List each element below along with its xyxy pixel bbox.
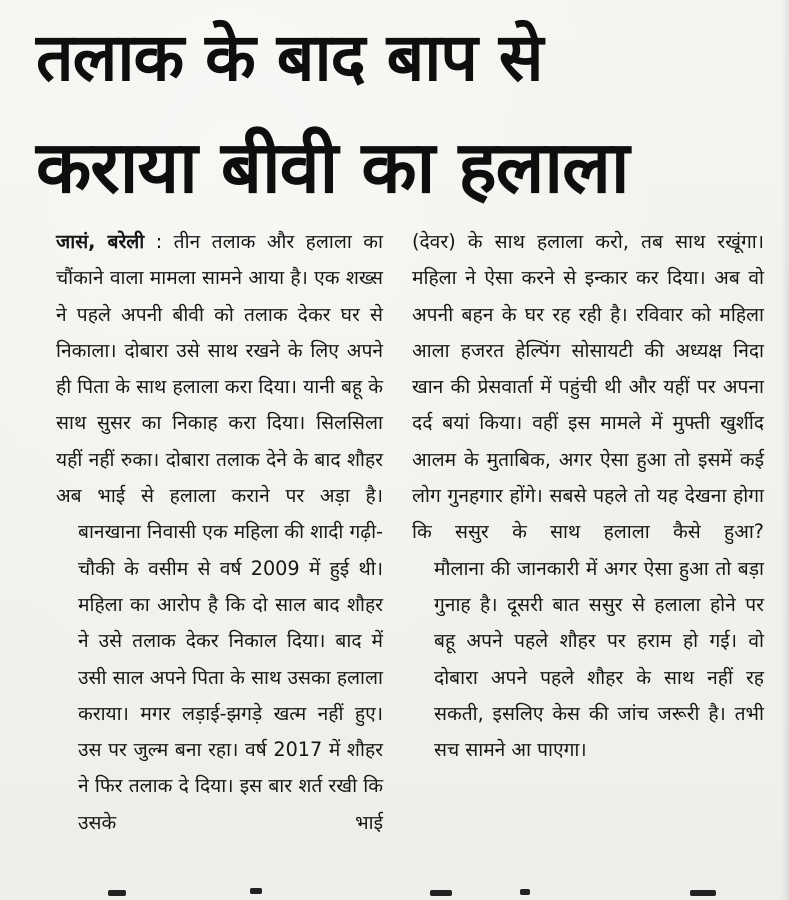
page-shadow-edge [781,0,789,900]
lead-text: : तीन तलाक और हलाला का चौंकाने वाला मामला सामने आया है। एक शख्स ने पहले अपनी बीवी को तलाक देकर घर से निकाला। दोबारा उसे साथ रखने के लिए अपने ही पिता के साथ हलाला करा दिया। यानी बहू के साथ सुसर का निकाह करा दिया। सिलसिला यहीं नहीं रुका। दोबारा तलाक देने के बाद शौहर अब भाई से हलाला कराने पर अड़ा है। [56,230,383,508]
body-paragraph-4: मौलाना की जानकारी में अगर ऐसा हुआ तो बड़ा गुनाह है। दूसरी बात ससुर से हलाला होने पर बहू अपने पहले शौहर पर हराम हो गई। वो दोबारा अपने पहले शौहर के साथ नहीं रह सकती, इसलिए केस की जांच जरूरी है। तभी सच सामने आ पाएगा। [434,556,764,762]
body-paragraph-2: बानखाना निवासी एक महिला की शादी गढ़ी-चौकी के वसीम से वर्ष 2009 में हुई थी। महिला का आरोप है कि दो साल बाद शौहर ने उसे तलाक देकर निकाल दिया। बाद में उसी साल अपने पिता के साथ उसका हलाला कराया। मगर लड़ाई-झगड़े खत्म नहीं हुए। उस पर जुल्म बना रहा। वर्ष 2017 में शौहर ने फिर तलाक दे दिया। इस बार शर्त रखी कि उसके भाई [78,520,383,834]
next-article-edge [0,884,789,900]
lead-paragraph [56,224,383,514]
headline-line-1: तलाक के बाद बाप से [36,19,543,96]
body-paragraph-3: (देवर) के साथ हलाला करो, तब साथ रखूंगा। महिला ने ऐसा करने से इन्कार कर दिया। अब वो अपनी बहन के घर रह रही है। रविवार को महिला आला हजरत हेल्पिंग सोसायटी की अध्यक्ष निदा खान की प्रेसवार्ता में पहुंची थी और यहीं पर अपना दर्द बयां किया। वहीं इस मामले में मुफ्ती खुर्शीद आलम के मुताबिक, अगर ऐसा हुआ तो इसमें कई लोग गुनहगार होंगे। सबसे पहले तो यह देखना होगा कि ससुर के साथ हलाला कैसे हुआ? [412,230,764,544]
headline-line-2: कराया बीवी का हलाला [36,125,629,209]
dateline: जासं, बरेली [56,230,145,253]
article-column-right [412,224,764,768]
article-column-left [56,224,383,841]
